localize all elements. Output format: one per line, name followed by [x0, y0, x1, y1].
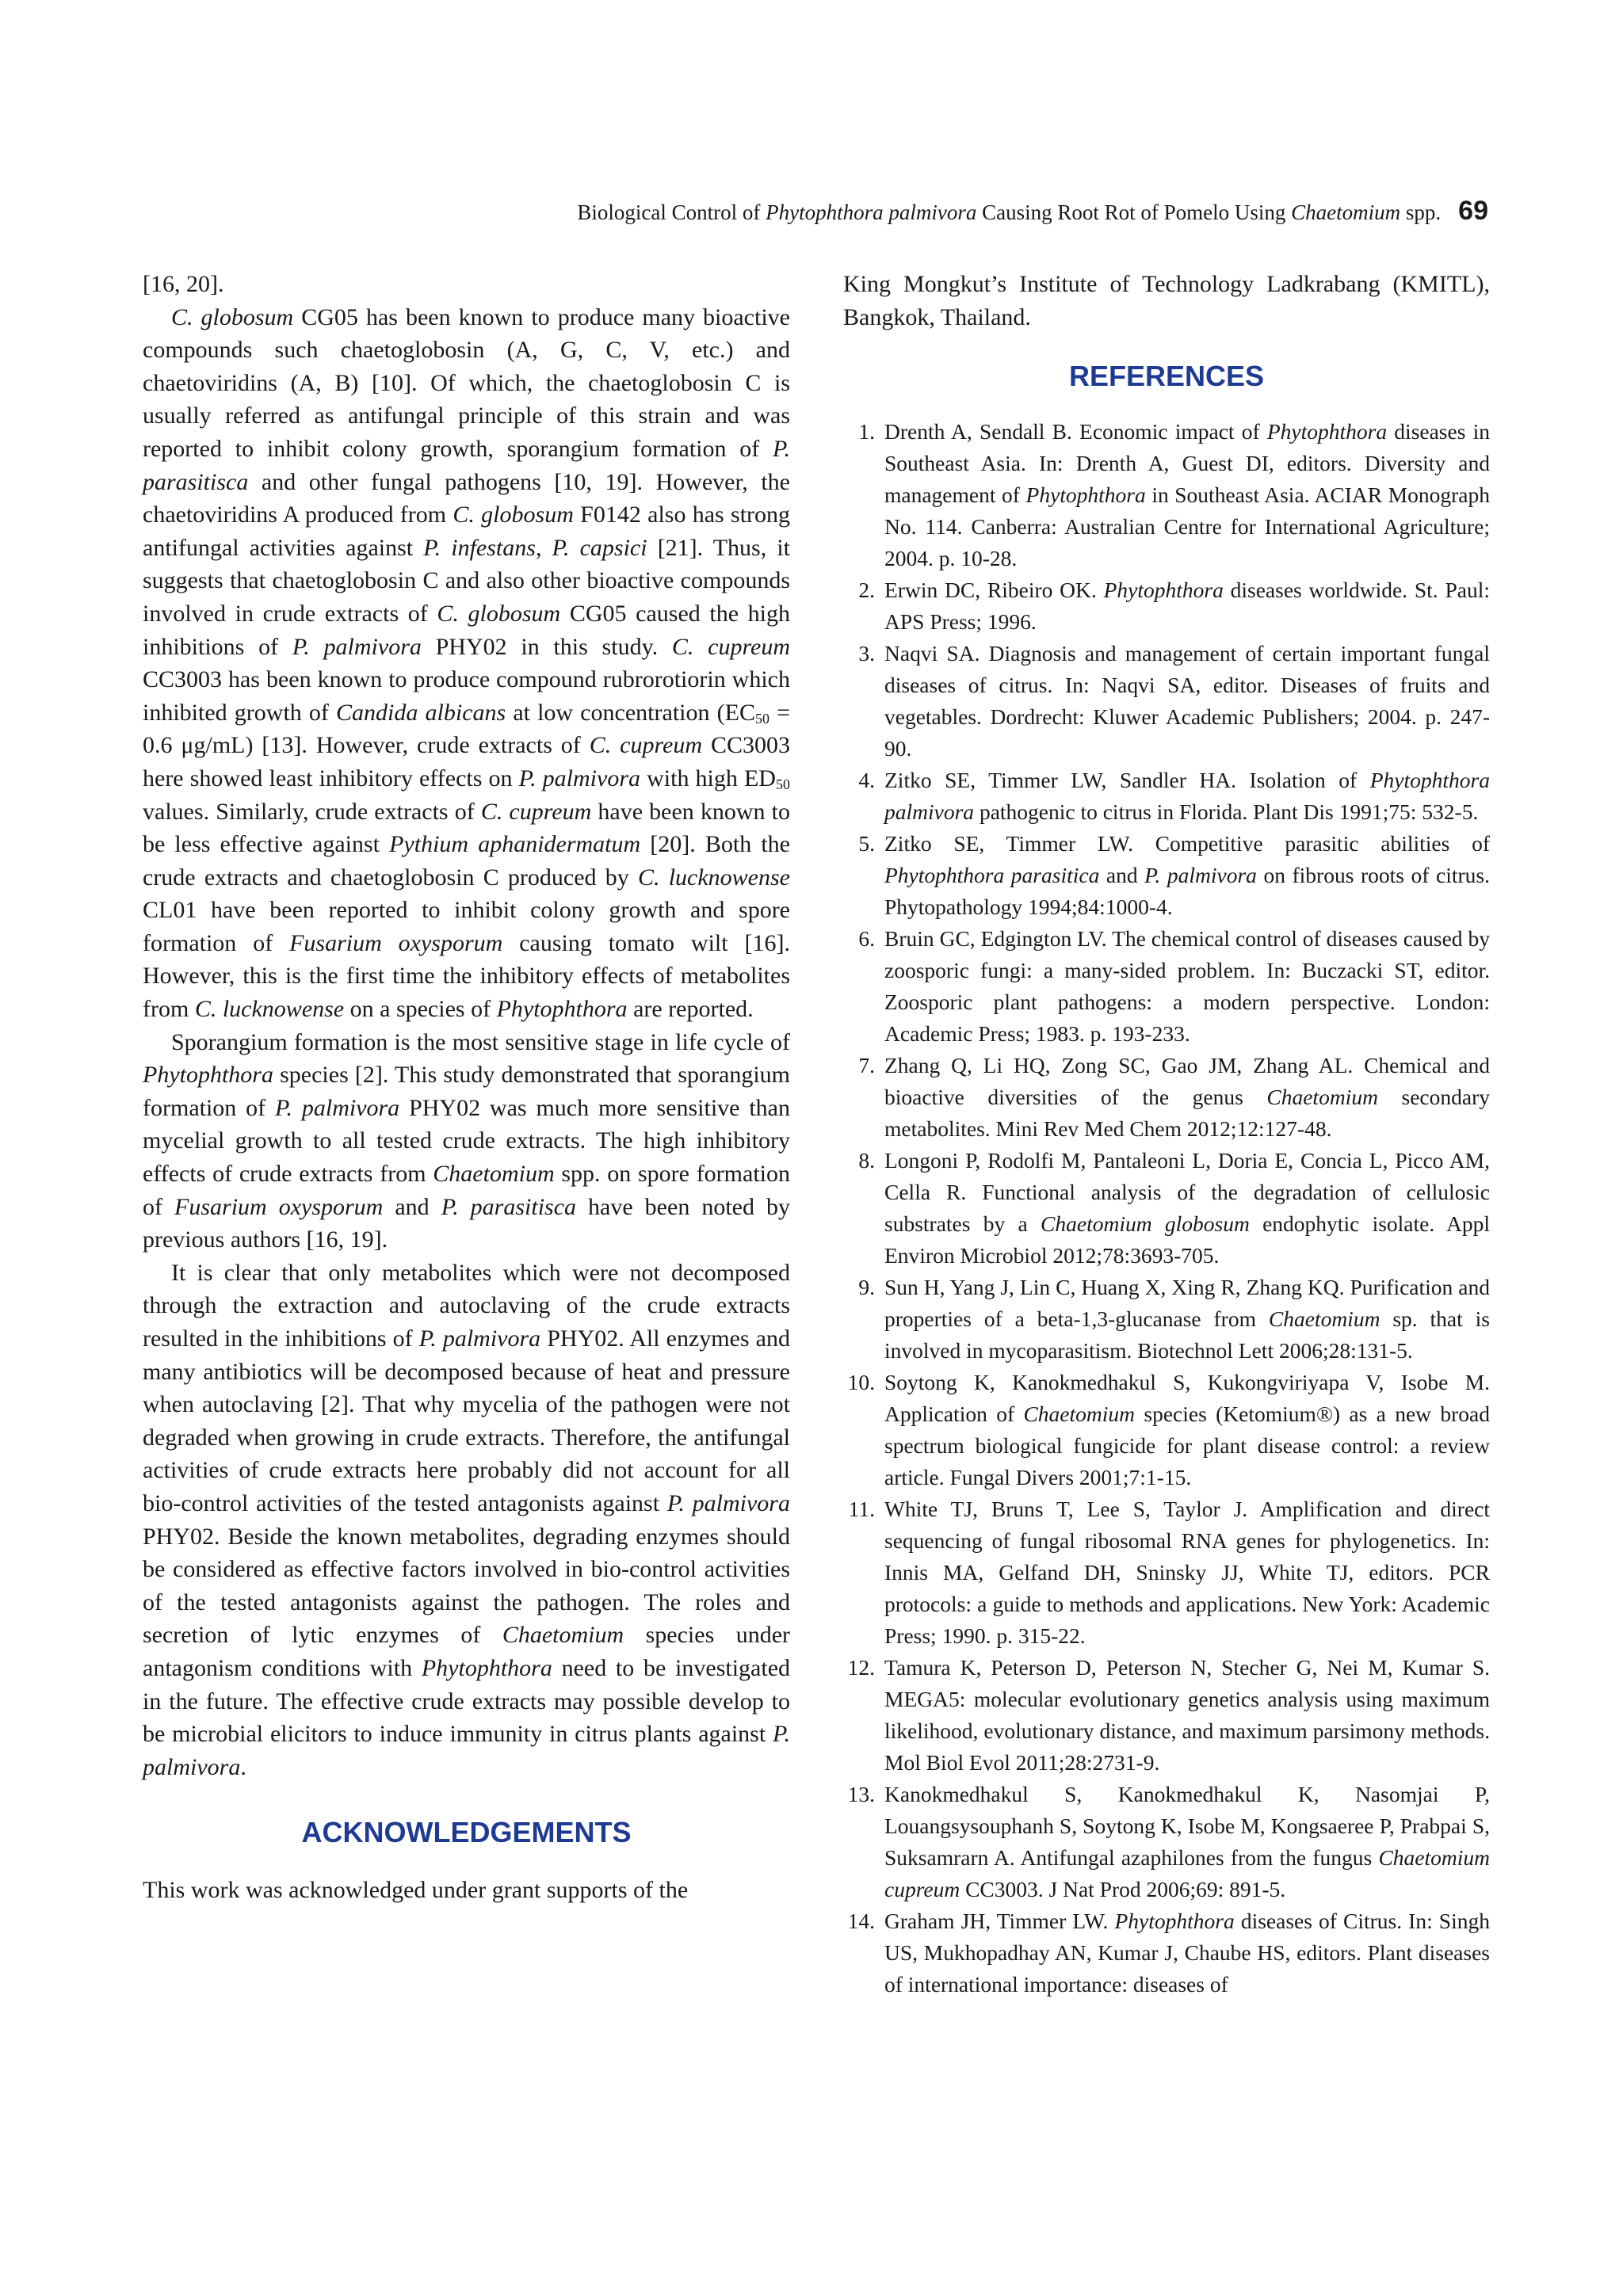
- text-run: spp.: [1400, 200, 1442, 224]
- text-run: F0142 also has strong antifungal activities against: [143, 502, 791, 561]
- italic-term: Candida albicans: [336, 699, 506, 726]
- italic-term: P. parasitisca: [441, 1193, 577, 1220]
- text-run: PHY02 in this study.: [421, 633, 672, 660]
- text-run: ,: [535, 534, 552, 561]
- text-run: CL01 have been reported to inhibit colony growth and spore formation of: [143, 897, 790, 956]
- reference-text: [884, 1145, 1490, 1272]
- subscript: 50: [754, 710, 769, 727]
- body-paragraph: [143, 268, 790, 301]
- reference-number: 11.: [848, 1497, 875, 1522]
- reference-text: [884, 1779, 1490, 1905]
- continuation-text: King Mongkut’s Institute of Technology Ladkrabang (KMITL), Bangkok, Thailand.: [843, 271, 1490, 330]
- text-run: causing tomato wilt [16]. However, this is the first time the inhibitory effects of metabolites from: [143, 929, 790, 1023]
- italic-term: P. palmivora: [418, 1325, 541, 1352]
- text-run: sp. that is involved in mycoparasitism. Biotechnol Lett 2006;28:131-5.: [884, 1306, 1491, 1363]
- reference-number: 10.: [847, 1370, 875, 1395]
- text-run: at low concentration (EC: [506, 699, 755, 726]
- text-run: on a species of: [344, 996, 497, 1023]
- reference-number: 2.: [858, 578, 875, 603]
- reference-text: [884, 923, 1490, 1050]
- running-title: [577, 200, 1441, 224]
- italic-term: P. palmivora: [143, 1721, 790, 1780]
- page-number: 69: [1458, 196, 1488, 226]
- reference-text: [884, 1367, 1490, 1493]
- text-run: CC3003 here showed least inhibitory effects on: [143, 732, 790, 791]
- reference-number: 6.: [858, 926, 875, 952]
- reference-item: [843, 1272, 1490, 1367]
- italic-term: Chaetomium: [1268, 1306, 1381, 1332]
- italic-term: Phytophthora: [496, 996, 628, 1023]
- reference-list: [843, 416, 1490, 2000]
- italic-term: P. palmivora: [275, 1094, 400, 1121]
- reference-item: [843, 574, 1490, 638]
- right-column: [843, 268, 1490, 2000]
- text-run: diseases in Southeast Asia. In: Drenth A, Guest DI, editors. Diversity and management of: [884, 419, 1490, 508]
- italic-term: C. lucknowense: [194, 996, 345, 1023]
- italic-term: P. parasitisca: [143, 435, 790, 495]
- reference-item: [843, 1050, 1490, 1145]
- body-paragraph: [143, 1257, 790, 1784]
- italic-term: C. globosum: [171, 303, 294, 330]
- text-run: species [2]. This study demonstrated that sporangium formation of: [143, 1062, 790, 1121]
- italic-term: Chaetomium: [1266, 1085, 1378, 1110]
- text-run: CG05 has been known to produce many bioactive compounds such chaetoglobosin (A, G, C, V, etc.) and chaetoviridins (A, B) [10]. Of which, the chaetoglobosin C is usually referred as antifungal principle of this strain and was reported to inhibit colony growth, sporangium formation of: [143, 303, 790, 462]
- text-run: on fibrous roots of citrus. Phytopathology 1994;84:1000-4.: [884, 863, 1490, 920]
- reference-text: [884, 1272, 1490, 1367]
- text-run: CG05 caused the high inhibitions of: [143, 600, 791, 660]
- text-run: [16, 20].: [143, 271, 224, 297]
- reference-item: [843, 923, 1490, 1050]
- text-run: Sun H, Yang J, Lin C, Huang X, Xing R, Zhang KQ. Purification and properties of a beta-1,3-glucanase from: [884, 1275, 1490, 1332]
- text-run: Zitko SE, Timmer LW, Sandler HA. Isolation of: [884, 768, 1370, 793]
- italic-term: C. globosum: [437, 600, 561, 627]
- text-run: Kanokmedhakul S, Kanokmedhakul K, Nasomjai P, Louangsysouphanh S, Soytong K, Isobe M, Kongsaeree P, Prabpai S, Suksamrarn A. Antifungal azaphilones from the fungus: [884, 1782, 1490, 1871]
- reference-text: [884, 1905, 1490, 2000]
- italic-term: C. cupreum: [480, 798, 592, 825]
- italic-term: Phytophthora: [1103, 578, 1224, 603]
- text-run: [21]. Thus, it suggests that chaetoglobosin C and also other bioactive compounds involved in crude extracts of: [143, 534, 791, 627]
- italic-term: Chaetomium globosum: [1041, 1211, 1250, 1237]
- italic-term: Phytophthora: [1266, 419, 1388, 444]
- text-run: are reported.: [627, 996, 754, 1023]
- italic-term: Phytophthora palmivora: [884, 768, 1490, 825]
- text-run: Drenth A, Sendall B. Economic impact of: [884, 419, 1267, 444]
- text-run: diseases of Citrus. In: Singh US, Mukhopadhay AN, Kumar J, Chaube HS, editors. Plant diseases of international importance: diseases of: [884, 1909, 1490, 1997]
- italic-term: P. palmivora: [292, 633, 422, 660]
- reference-number: 14.: [847, 1909, 875, 1934]
- italic-term: Fusarium oxysporum: [289, 929, 503, 956]
- italic-term: P. infestans: [423, 534, 536, 561]
- left-column: [143, 268, 790, 1907]
- italic-term: Phytophthora: [143, 1062, 273, 1089]
- reference-item: [843, 828, 1490, 923]
- text-run: with high ED: [640, 765, 776, 791]
- text-run: Causing Root Rot of Pomelo Using: [976, 200, 1292, 224]
- italic-term: Phytophthora: [1025, 482, 1146, 508]
- italic-term: Phytophthora palmivora: [766, 200, 977, 224]
- reference-number: 3.: [858, 641, 875, 666]
- italic-term: P. palmivora: [1144, 863, 1257, 888]
- text-run: have been noted by previous authors [16, 19].: [143, 1193, 790, 1253]
- reference-number: 9.: [858, 1275, 875, 1300]
- reference-number: 13.: [847, 1782, 875, 1807]
- italic-term: C. lucknowense: [637, 864, 790, 891]
- text-run: secondary metabolites. Mini Rev Med Chem 2012;12:127-48.: [884, 1085, 1490, 1142]
- italic-term: C. cupreum: [589, 732, 703, 759]
- reference-text: [884, 416, 1490, 574]
- reference-item: [843, 638, 1490, 765]
- reference-number: 8.: [858, 1148, 875, 1173]
- reference-number: 1.: [858, 419, 875, 444]
- italic-term: C. cupreum: [671, 633, 790, 660]
- italic-term: Chaetomium cupreum: [884, 1845, 1490, 1902]
- text-run: and: [1099, 863, 1145, 888]
- reference-item: [843, 1493, 1490, 1652]
- text-run: PHY02 was much more sensitive than mycelial growth to all tested crude extracts. The high inhibitory effects of crude extracts from: [143, 1094, 790, 1188]
- italic-term: Phytophthora parasitica: [884, 863, 1100, 888]
- subscript: 50: [775, 776, 790, 792]
- reference-text: [884, 638, 1490, 765]
- text-run: species under antagonism conditions with: [143, 1622, 791, 1681]
- text-run: values. Similarly, crude extracts of: [143, 798, 481, 825]
- reference-text: [884, 765, 1490, 828]
- reference-text: [884, 1652, 1490, 1779]
- text-run: Erwin DC, Ribeiro OK.: [884, 578, 1104, 603]
- italic-term: P. capsici: [552, 534, 647, 561]
- reference-item: [843, 1652, 1490, 1779]
- body-paragraph: [143, 1026, 790, 1257]
- body-paragraph: [143, 301, 790, 1026]
- text-run: Soytong K, Kanokmedhakul S, Kukongviriyapa V, Isobe M. Application of: [884, 1370, 1490, 1427]
- reference-text: [884, 1050, 1490, 1145]
- reference-item: [843, 416, 1490, 574]
- text-run: CC3003 has been known to produce compound rubrorotiorin which inhibited growth of: [143, 666, 790, 726]
- references-heading: REFERENCES: [1068, 360, 1265, 393]
- text-run: CC3003. J Nat Prod 2006;69: 891-5.: [960, 1877, 1286, 1902]
- reference-item: [843, 1145, 1490, 1272]
- reference-item: [843, 1367, 1490, 1493]
- reference-text: [884, 1493, 1490, 1652]
- italic-term: Chaetomium: [502, 1622, 624, 1649]
- text-run: Biological Control of: [577, 200, 766, 224]
- text-run: Sporangium formation is the most sensitive stage in life cycle of: [171, 1028, 790, 1055]
- text-run: Zitko SE, Timmer LW. Competitive parasitic abilities of: [884, 831, 1490, 856]
- reference-item: [843, 1905, 1490, 2000]
- text-run: It is clear that only metabolites which were not decomposed through the extraction and autoclaving of the crude extracts resulted in the inhibitions of: [143, 1259, 790, 1352]
- text-run: diseases worldwide. St. Paul: APS Press; 1996.: [884, 578, 1490, 635]
- reference-number: 12.: [847, 1655, 875, 1680]
- italic-term: Pythium aphanidermatum: [389, 831, 641, 858]
- italic-term: Chaetomium: [433, 1161, 555, 1188]
- italic-term: Fusarium oxysporum: [174, 1193, 384, 1220]
- text-run: Tamura K, Peterson D, Peterson N, Stecher G, Nei M, Kumar S. MEGA5: molecular evolutionary genetics analysis using maximum likelihood, evolutionary distance, and maximum parsimony methods. Mol Biol Evol 2011;28:2731-9.: [884, 1655, 1490, 1775]
- text-run: [20]. Both the crude extracts and chaetoglobosin C produced by: [143, 831, 790, 891]
- acknowledgements-heading: ACKNOWLEDGEMENTS: [301, 1816, 632, 1849]
- text-run: Graham JH, Timmer LW.: [884, 1909, 1115, 1934]
- running-head: [158, 195, 1488, 228]
- reference-number: 4.: [858, 768, 875, 793]
- reference-text: [884, 828, 1490, 923]
- italic-term: Chaetomium: [1291, 200, 1401, 224]
- italic-term: P. palmivora: [666, 1489, 790, 1516]
- text-run: endophytic isolate. Appl Environ Microbiol 2012;78:3693-705.: [884, 1211, 1490, 1268]
- reference-text: [884, 574, 1490, 638]
- text-run: PHY02. All enzymes and many antibiotics will be decomposed because of heat and pressure when autoclaving [2]. That why mycelia of the pathogen were not degraded when growing in crude extracts. Therefore, the antifungal activities of crude extracts here probably did not account for all bio-control activities of the tested antagonists against: [143, 1325, 790, 1516]
- text-run: Naqvi SA. Diagnosis and management of certain important fungal diseases of citrus. In: Naqvi SA, editor. Diseases of fruits and vegetables. Dordrecht: Kluwer Academic Publishers; 2004. p. 247-90.: [884, 641, 1490, 761]
- italic-term: Chaetomium: [1023, 1402, 1136, 1427]
- text-run: need to be investigated in the future. The effective crude extracts may possible develop to be microbial elicitors to induce immunity in citrus plants against: [143, 1654, 791, 1748]
- text-run: Zhang Q, Li HQ, Zong SC, Gao JM, Zhang AL. Chemical and bioactive diversities of the genus: [884, 1053, 1490, 1110]
- text-run: PHY02. Beside the known metabolites, degrading enzymes should be considered as effective factors involved in bio-control activities of the tested antagonists against the pathogen. The roles and secretion of lytic enzymes of: [143, 1523, 790, 1649]
- text-run: Bruin GC, Edgington LV. The chemical control of diseases caused by zoosporic fungi: a many-sided problem. In: Buczacki ST, editor. Zoosporic plant pathogens: a modern perspective. London: Academic Press; 1983. p. 193-233.: [884, 926, 1490, 1047]
- text-run: and: [383, 1193, 441, 1220]
- text-run: .: [240, 1753, 246, 1780]
- text-run: in Southeast Asia. ACIAR Monograph No. 114. Canberra: Australian Centre for International Agriculture; 2004. p. 10-28.: [884, 482, 1490, 571]
- italic-term: P. palmivora: [518, 765, 640, 791]
- text-run: Longoni P, Rodolfi M, Pantaleoni L, Doria E, Concia L, Picco AM, Cella R. Functional analysis of the degradation of cellulosic substrates by a: [884, 1148, 1490, 1237]
- text-run: White TJ, Bruns T, Lee S, Taylor J. Amplification and direct sequencing of fungal ribosomal RNA genes for phylogenetics. In: Innis MA, Gelfand DH, Sninsky JJ, White TJ, editors. PCR protocols: a guide to methods and applications. New York: Academic Press; 1990. p. 315-22.: [884, 1497, 1490, 1649]
- text-run: pathogenic to citrus in Florida. Plant Dis 1991;75: 532-5.: [974, 799, 1479, 825]
- acknowledgements-text: This work was acknowledged under grant supports of the: [143, 1877, 689, 1904]
- reference-number: 5.: [858, 831, 875, 856]
- text-run: and other fungal pathogens [10, 19]. However, the chaetoviridins A produced from: [143, 468, 790, 528]
- italic-term: Phytophthora: [421, 1654, 552, 1681]
- text-run: have been known to be less effective against: [143, 798, 791, 858]
- italic-term: Phytophthora: [1114, 1909, 1235, 1934]
- text-run: species (Ketomium®) as a new broad spectrum biological fungicide for plant disease control: a review article. Fungal Divers 2001;7:1-15.: [884, 1402, 1490, 1490]
- text-run: spp. on spore formation of: [143, 1161, 790, 1220]
- body-text: [143, 268, 790, 1783]
- reference-item: [843, 1779, 1490, 1905]
- italic-term: C. globosum: [453, 502, 574, 528]
- reference-number: 7.: [858, 1053, 875, 1078]
- text-run: = 0.6 μg/mL) [13]. However, crude extracts of: [143, 699, 791, 759]
- reference-item: [843, 765, 1490, 828]
